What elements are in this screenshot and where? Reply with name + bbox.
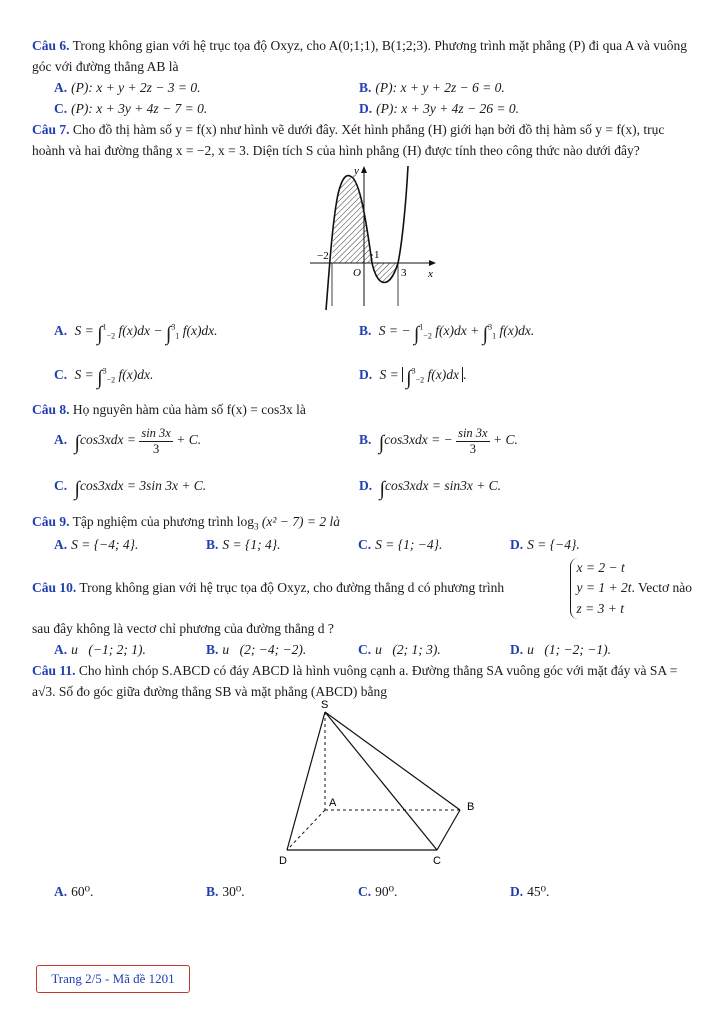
option-text: S = {−4}. [527,537,580,553]
integral-sign: ∫ [165,322,172,345]
option-label: D. [359,366,373,382]
integrand: f(x)dx. [499,322,535,338]
question-8-options [32,420,692,512]
option-lhs: cos3xdx = 3sin 3x + C. [79,478,207,494]
q11-option-a [54,882,206,903]
q10-option-b [206,640,358,661]
option-text: S = {−4; 4}. [71,537,139,553]
option-label: B. [359,322,372,338]
question-10-options [32,640,692,661]
vertex-label-s: S [321,700,329,712]
vertex-label-d: D [279,855,287,868]
line-equation-system [570,558,632,619]
integrand: f(x)dx + [435,322,480,338]
option-label: C. [358,537,372,553]
question-10-text-post: sau đây không là vectơ chỉ phương của đường thẳng d ? [32,620,334,636]
q7-option-c [54,356,359,400]
integrand: f(x)dx. [182,322,218,338]
question-6-options [32,78,692,120]
system-line-z: z = 3 + t [576,600,625,616]
question-11-options [32,882,692,903]
option-label: B. [359,432,372,448]
option-label: A. [54,79,68,95]
option-text: (P): x + y + 2z − 6 = 0. [375,79,505,95]
upper-limit: 3 [488,322,493,332]
option-lhs: S = [379,366,399,382]
option-text: (P): x + y + 2z − 3 = 0. [71,79,201,95]
x-axis-label: x [428,267,433,280]
integral-sign: ∫ [482,322,489,345]
option-tail: . [462,366,467,382]
integral-sign: ∫ [97,322,103,345]
question-7-options [32,312,692,400]
integrand: f(x)dx. [118,366,154,382]
question-7-text: Cho đồ thị hàm số y = f(x) như hình vẽ dưới đây. Xét hình phẳng (H) giới hạn bởi đồ thị hàm số y = f(x), trục hoành và hai đường thẳng x = −2, x = 3. Diện tích S của hình phẳng (H) được tính theo công thức nào dưới đây? [32,121,665,158]
option-lhs: S = − [378,322,411,338]
option-lhs: cos3xdx = − [384,432,453,448]
option-label: D. [359,100,373,116]
q11-option-b [206,882,358,903]
option-text: 30⁰. [222,884,245,900]
option-label: A. [54,641,68,657]
option-label: B. [206,884,219,900]
option-label: D. [359,478,373,494]
question-8-label: Câu 8. [32,401,70,417]
option-lhs: S = [74,322,94,338]
integral-sign: ∫ [413,322,420,345]
question-9-label: Câu 9. [32,514,70,530]
option-label: B. [206,537,219,553]
question-10-text-mid: . Vectơ nào [631,579,692,595]
question-8-text: Họ nguyên hàm của hàm số f(x) = cos3x là [72,401,306,417]
q9-option-d [510,535,662,556]
denominator: 3 [152,441,160,456]
edge-cb [437,810,460,850]
option-label: B. [359,79,372,95]
q11-option-c [358,882,510,903]
q9-option-c [358,535,510,556]
q8-option-a [54,420,359,466]
pyramid-figure [267,700,497,880]
question-9-text-post: (x² − 7) = 2 là [261,514,340,530]
question-6-text: Trong không gian với hệ trục tọa độ Oxyz, cho A(0;1;1), B(1;2;3). Phương trình mặt phẳng (P) đi qua A và vuông góc với đường thẳng AB là [32,38,687,74]
option-label: A. [54,322,68,338]
question-11-text: Cho hình chóp S.ABCD có đáy ABCD là hình vuông cạnh a. Đường thẳng SA vuông góc với mặt đáy và SA = a√3. Số đo góc giữa đường thẳng SB và mặt phẳng (ABCD) bằng [32,662,678,699]
option-text: 60⁰. [71,884,94,900]
q6-option-b [359,78,664,99]
lower-limit: 1 [492,331,497,341]
option-tail: + C. [492,432,518,448]
lower-limit: −2 [423,331,432,341]
option-text: 90⁰. [375,884,398,900]
option-label: D. [510,537,524,553]
fraction [139,426,173,456]
integrand: f(x)dx − [118,322,163,338]
option-text: S = {1; 4}. [222,537,281,553]
question-7-label: Câu 7. [32,121,70,137]
question-10-continued [32,619,692,640]
q9-option-a [54,535,206,556]
question-8 [32,400,692,421]
tick-label-minus2: −2 [317,249,329,262]
option-tail: + C. [176,432,202,448]
option-label: D. [510,884,524,900]
y-axis-label: y [354,164,359,177]
integral-sign: ∫ [74,432,80,455]
q6-option-a [54,78,359,99]
tick-label-1: 1 [374,248,380,261]
question-6 [32,36,692,78]
option-text: u⃗(2; 1; 3). [375,641,441,657]
integral-sign: ∫ [97,366,103,389]
question-10-text-pre: Trong không gian với hệ trục tọa độ Oxyz, cho đường thẳng d có phương trình [79,579,505,595]
absolute-value [402,366,463,389]
q8-option-c [54,466,359,512]
pyramid-figure-wrap [32,702,692,882]
y-axis-arrow [361,166,367,173]
denominator: 3 [469,441,476,456]
question-7-graph-wrap [32,162,692,312]
q11-option-d [510,882,662,903]
q8-option-d [359,466,664,512]
numerator: sin 3x [141,426,171,441]
exam-page [32,36,692,903]
option-text: (P): x + 3y + 4z − 26 = 0. [376,100,520,116]
origin-label: O [353,266,361,279]
upper-limit: 1 [419,322,424,332]
question-9-text-pre: Tập nghiệm của phương trình log [72,514,254,530]
q7-option-d [359,356,664,400]
question-9 [32,512,692,535]
q7-option-a [54,312,359,356]
integrand: f(x)dx [427,366,459,382]
option-label: A. [54,432,68,448]
upper-limit: 3 [171,322,176,332]
option-lhs: S = [74,366,94,382]
fraction [456,426,490,456]
q10-option-a [54,640,206,661]
question-11-label: Câu 11. [32,662,76,678]
numerator: sin 3x [458,426,488,441]
option-label: B. [206,641,219,657]
option-label: C. [54,366,68,382]
option-text: (P): x + 3y + 4z − 7 = 0. [71,100,208,116]
x-axis-arrow [429,260,436,266]
upper-limit: 3 [411,366,416,376]
lower-limit: −2 [106,375,116,385]
option-label: C. [54,478,68,494]
function-graph [302,164,442,312]
q6-option-c [54,99,359,120]
log-base: 3 [253,522,259,533]
upper-limit: 3 [102,366,107,376]
q8-option-b [359,420,664,466]
lower-limit: 1 [175,331,180,341]
option-text: u⃗(2; −4; −2). [222,641,307,657]
question-11 [32,661,692,703]
q10-option-d [510,640,662,661]
integral-sign: ∫ [406,366,412,389]
system-line-y: y = 1 + 2t [576,580,632,596]
upper-limit: 1 [102,322,107,332]
tick-label-3: 3 [401,266,407,279]
integral-sign: ∫ [74,478,80,501]
vertex-label-b: B [467,801,475,814]
q9-option-b [206,535,358,556]
question-7 [32,120,692,162]
vertex-label-c: C [433,855,441,868]
option-text: 45⁰. [527,884,550,900]
question-10 [32,558,692,619]
integral-sign: ∫ [379,478,385,501]
page-footer: Trang 2/5 - Mã đề 1201 [36,965,190,993]
option-label: A. [54,884,68,900]
question-10-label: Câu 10. [32,579,77,595]
option-label: D. [510,641,524,657]
option-text: S = {1; −4}. [375,537,443,553]
lower-limit: −2 [415,375,425,385]
option-lhs: cos3xdx = [79,432,136,448]
option-text: u⃗(1; −2; −1). [527,641,611,657]
option-lhs: cos3xdx = sin3x + C. [384,478,502,494]
vertex-label-a: A [329,797,337,810]
system-line-x: x = 2 − t [576,560,625,575]
option-text: u⃗(−1; 2; 1). [71,641,146,657]
lower-limit: −2 [106,331,116,341]
option-label: C. [358,884,372,900]
option-label: C. [54,100,68,116]
option-label: A. [54,537,68,553]
option-label: C. [358,641,372,657]
integral-sign: ∫ [378,432,385,455]
question-6-label: Câu 6. [32,38,70,53]
edge-sd [287,712,325,850]
q10-option-c [358,640,510,661]
question-9-options [32,535,692,556]
q7-option-b [359,312,664,356]
q6-option-d [359,99,664,120]
